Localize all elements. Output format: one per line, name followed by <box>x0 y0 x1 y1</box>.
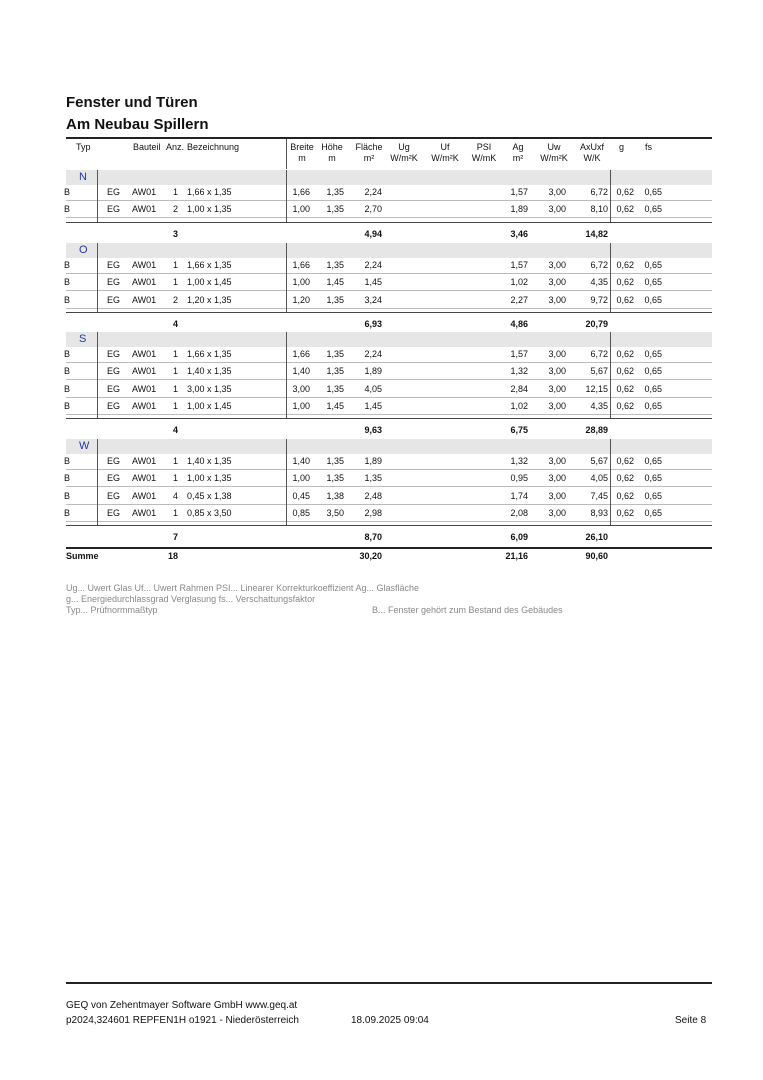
group-band-s <box>66 332 712 347</box>
row-cell-hoehe: 1,35 <box>326 187 344 197</box>
row-cell-geschoss: EG <box>107 401 121 411</box>
col-header-bezeichnung: Bezeichnung <box>187 142 240 152</box>
row-cell-fs: 0,65 <box>644 491 662 501</box>
row-cell-breite: 0,85 <box>292 508 310 518</box>
row-cell-flaeche: 1,89 <box>364 366 382 376</box>
col-header-breite-unit: m <box>298 153 306 163</box>
row-cell-breite: 1,20 <box>292 295 310 305</box>
row-cell-hoehe: 1,35 <box>326 473 344 483</box>
row-cell-bauteil: AW01 <box>132 508 157 518</box>
row-cell-fs: 0,65 <box>644 187 662 197</box>
row-cell-geschoss: EG <box>107 349 121 359</box>
row-cell-geschoss: EG <box>107 204 121 214</box>
row-cell-bez: 1,66 x 1,35 <box>187 187 232 197</box>
row-cell-hoehe: 1,35 <box>326 456 344 466</box>
row-cell-uw: 3,00 <box>548 349 566 359</box>
row-cell-g: 0,62 <box>616 491 634 501</box>
row-cell-geschoss: EG <box>107 473 121 483</box>
row-cell-bauteil: AW01 <box>132 277 157 287</box>
row-cell-fs: 0,65 <box>644 384 662 394</box>
row-cell-fs: 0,65 <box>644 349 662 359</box>
row-cell-flaeche: 4,05 <box>364 384 382 394</box>
subtotal-anz: 7 <box>172 532 178 542</box>
row-cell-hoehe: 1,35 <box>326 204 344 214</box>
row-cell-bez: 1,00 x 1,45 <box>187 401 232 411</box>
group-band-o <box>66 243 712 258</box>
row-cell-hoehe: 1,35 <box>326 260 344 270</box>
col-header-ag: Ag <box>512 142 524 152</box>
subtotal-flaeche: 6,93 <box>364 319 382 329</box>
row-cell-axuxf: 6,72 <box>590 260 608 270</box>
row-cell-fs: 0,65 <box>644 473 662 483</box>
row-cell-typ: B <box>64 366 71 376</box>
header-rule <box>66 137 712 139</box>
row-cell-uw: 3,00 <box>548 187 566 197</box>
column-divider <box>610 170 611 222</box>
col-header-axuxf-unit: W/K <box>583 153 601 163</box>
row-cell-axuxf: 4,35 <box>590 277 608 287</box>
row-cell-anz: 2 <box>172 204 178 214</box>
row-cell-fs: 0,65 <box>644 508 662 518</box>
row-cell-bauteil: AW01 <box>132 401 157 411</box>
row-cell-uw: 3,00 <box>548 277 566 287</box>
row-cell-bez: 1,66 x 1,35 <box>187 349 232 359</box>
row-cell-ag: 1,02 <box>510 277 528 287</box>
row-cell-bauteil: AW01 <box>132 187 157 197</box>
total-ag: 21,16 <box>505 551 528 561</box>
row-cell-ag: 1,74 <box>510 491 528 501</box>
row-cell-bauteil: AW01 <box>132 473 157 483</box>
col-header-ag-unit: m² <box>512 153 524 163</box>
col-header-breite: Breite <box>290 142 314 152</box>
footer-page-number: Seite 8 <box>675 1015 707 1026</box>
row-cell-typ: B <box>64 508 71 518</box>
col-header-hoehe-unit: m <box>328 153 336 163</box>
col-header-uf-unit: W/m²K <box>431 153 459 163</box>
row-cell-ag: 1,57 <box>510 187 528 197</box>
row-cell-hoehe: 1,38 <box>326 491 344 501</box>
row-cell-anz: 1 <box>172 473 178 483</box>
row-cell-anz: 1 <box>172 456 178 466</box>
row-cell-breite: 1,00 <box>292 277 310 287</box>
row-cell-hoehe: 1,45 <box>326 277 344 287</box>
row-cell-anz: 1 <box>172 508 178 518</box>
group-label-w: W <box>79 440 90 452</box>
row-cell-breite: 1,40 <box>292 456 310 466</box>
row-cell-breite: 1,66 <box>292 187 310 197</box>
group-band-n <box>66 170 712 185</box>
row-cell-flaeche: 1,35 <box>364 473 382 483</box>
row-cell-g: 0,62 <box>616 384 634 394</box>
row-cell-g: 0,62 <box>616 187 634 197</box>
col-header-hoehe: Höhe <box>321 142 343 152</box>
row-cell-geschoss: EG <box>107 456 121 466</box>
legend-line-2: g... Energiedurchlassgrad Verglasung fs... Verschattungsfaktor <box>66 594 316 604</box>
total-anz: 18 <box>167 551 178 561</box>
row-cell-bez: 1,00 x 1,35 <box>187 204 232 214</box>
row-cell-geschoss: EG <box>107 491 121 501</box>
row-cell-bauteil: AW01 <box>132 384 157 394</box>
row-cell-geschoss: EG <box>107 187 121 197</box>
row-cell-uw: 3,00 <box>548 366 566 376</box>
row-cell-anz: 1 <box>172 366 178 376</box>
row-divider <box>66 469 712 470</box>
row-cell-hoehe: 1,35 <box>326 349 344 359</box>
col-header-psi: PSI <box>476 142 492 152</box>
row-cell-breite: 1,00 <box>292 204 310 214</box>
row-cell-uw: 3,00 <box>548 384 566 394</box>
row-cell-breite: 1,00 <box>292 473 310 483</box>
row-divider <box>66 504 712 505</box>
row-cell-flaeche: 3,24 <box>364 295 382 305</box>
row-cell-axuxf: 6,72 <box>590 349 608 359</box>
col-header-bauteil: Bauteil <box>133 142 161 152</box>
column-divider <box>97 439 98 525</box>
column-divider <box>610 332 611 418</box>
row-cell-ag: 1,89 <box>510 204 528 214</box>
row-cell-fs: 0,65 <box>644 204 662 214</box>
row-cell-ag: 1,32 <box>510 366 528 376</box>
row-cell-g: 0,62 <box>616 473 634 483</box>
column-divider <box>286 439 287 525</box>
row-cell-g: 0,62 <box>616 277 634 287</box>
row-cell-anz: 1 <box>172 401 178 411</box>
column-divider <box>97 332 98 418</box>
col-header-uw: Uw <box>547 142 561 152</box>
row-cell-g: 0,62 <box>616 260 634 270</box>
row-cell-axuxf: 5,67 <box>590 456 608 466</box>
row-divider <box>66 308 712 309</box>
row-cell-uw: 3,00 <box>548 295 566 305</box>
row-cell-breite: 3,00 <box>292 384 310 394</box>
row-cell-typ: B <box>64 384 71 394</box>
row-cell-axuxf: 4,05 <box>590 473 608 483</box>
row-cell-ag: 0,95 <box>510 473 528 483</box>
subtotal-anz: 3 <box>172 229 178 239</box>
row-cell-g: 0,62 <box>616 349 634 359</box>
row-cell-bez: 1,20 x 1,35 <box>187 295 232 305</box>
subtotal-axuxf: 26,10 <box>585 532 608 542</box>
column-divider <box>97 243 98 312</box>
row-cell-bauteil: AW01 <box>132 349 157 359</box>
row-divider <box>66 397 712 398</box>
legend-line-3-left: Typ... Prüfnormmaßtyp <box>66 605 158 615</box>
row-cell-axuxf: 8,10 <box>590 204 608 214</box>
row-cell-bauteil: AW01 <box>132 295 157 305</box>
row-cell-geschoss: EG <box>107 277 121 287</box>
row-cell-ag: 2,08 <box>510 508 528 518</box>
column-divider <box>286 243 287 312</box>
page-title: Fenster und Türen <box>66 94 198 111</box>
row-cell-ag: 1,57 <box>510 349 528 359</box>
row-cell-anz: 1 <box>172 384 178 394</box>
row-cell-ag: 2,84 <box>510 384 528 394</box>
row-cell-breite: 0,45 <box>292 491 310 501</box>
row-cell-axuxf: 7,45 <box>590 491 608 501</box>
row-cell-uw: 3,00 <box>548 401 566 411</box>
col-header-axuxf: AxUxf <box>579 142 604 152</box>
row-cell-bez: 1,66 x 1,35 <box>187 260 232 270</box>
column-divider <box>610 243 611 312</box>
row-cell-hoehe: 1,35 <box>326 384 344 394</box>
row-divider <box>66 362 712 363</box>
row-cell-ag: 1,02 <box>510 401 528 411</box>
row-cell-typ: B <box>64 456 71 466</box>
total-label: Summe <box>66 551 99 561</box>
col-header-uw-unit: W/m²K <box>540 153 568 163</box>
row-cell-fs: 0,65 <box>644 277 662 287</box>
subtotal-axuxf: 14,82 <box>585 229 608 239</box>
row-cell-g: 0,62 <box>616 508 634 518</box>
subtotal-divider <box>66 525 712 526</box>
column-divider <box>610 439 611 525</box>
subtotal-ag: 3,46 <box>510 229 528 239</box>
row-divider <box>66 217 712 218</box>
row-cell-g: 0,62 <box>616 295 634 305</box>
row-cell-breite: 1,40 <box>292 366 310 376</box>
row-cell-geschoss: EG <box>107 366 121 376</box>
subtotal-axuxf: 20,79 <box>585 319 608 329</box>
row-cell-ag: 1,57 <box>510 260 528 270</box>
subtotal-axuxf: 28,89 <box>585 425 608 435</box>
subtotal-ag: 6,09 <box>510 532 528 542</box>
row-cell-hoehe: 1,45 <box>326 401 344 411</box>
row-cell-typ: B <box>64 295 71 305</box>
page-subtitle: Am Neubau Spillern <box>66 116 209 133</box>
legend-line-3-right: B... Fenster gehört zum Bestand des Gebäudes <box>372 605 563 615</box>
subtotal-flaeche: 9,63 <box>364 425 382 435</box>
group-label-n: N <box>79 171 87 183</box>
subtotal-anz: 4 <box>172 319 178 329</box>
row-cell-bauteil: AW01 <box>132 456 157 466</box>
row-cell-g: 0,62 <box>616 401 634 411</box>
group-band-w <box>66 439 712 454</box>
row-cell-geschoss: EG <box>107 508 121 518</box>
row-cell-breite: 1,66 <box>292 349 310 359</box>
row-cell-axuxf: 6,72 <box>590 187 608 197</box>
subtotal-divider <box>66 418 712 419</box>
row-divider <box>66 521 712 522</box>
col-header-flaeche: Fläche <box>355 142 383 152</box>
row-divider <box>66 273 712 274</box>
row-cell-g: 0,62 <box>616 204 634 214</box>
header-divider <box>286 139 287 169</box>
row-cell-bauteil: AW01 <box>132 204 157 214</box>
row-cell-uw: 3,00 <box>548 508 566 518</box>
row-cell-bez: 0,45 x 1,38 <box>187 491 232 501</box>
total-axuxf: 90,60 <box>585 551 608 561</box>
col-header-uf: Uf <box>440 142 450 152</box>
legend-line-1: Ug... Uwert Glas Uf... Uwert Rahmen PSI... Linearer Korrekturkoeffizient Ag... Glasfläche <box>66 583 419 593</box>
row-cell-hoehe: 1,35 <box>326 295 344 305</box>
row-divider <box>66 414 712 415</box>
row-cell-axuxf: 5,67 <box>590 366 608 376</box>
row-cell-fs: 0,65 <box>644 295 662 305</box>
subtotal-ag: 4,86 <box>510 319 528 329</box>
row-cell-typ: B <box>64 204 71 214</box>
column-divider <box>286 332 287 418</box>
group-label-o: O <box>79 244 88 256</box>
row-cell-g: 0,62 <box>616 456 634 466</box>
subtotal-anz: 4 <box>172 425 178 435</box>
row-cell-uw: 3,00 <box>548 204 566 214</box>
footer-rule <box>66 982 712 984</box>
subtotal-flaeche: 8,70 <box>364 532 382 542</box>
row-cell-anz: 4 <box>172 491 178 501</box>
row-cell-flaeche: 2,70 <box>364 204 382 214</box>
row-cell-anz: 1 <box>172 349 178 359</box>
row-cell-bauteil: AW01 <box>132 366 157 376</box>
row-cell-flaeche: 2,48 <box>364 491 382 501</box>
row-divider <box>66 290 712 291</box>
row-cell-g: 0,62 <box>616 366 634 376</box>
row-cell-typ: B <box>64 349 71 359</box>
row-cell-flaeche: 2,24 <box>364 260 382 270</box>
row-cell-typ: B <box>64 473 71 483</box>
total-flaeche: 30,20 <box>359 551 382 561</box>
row-cell-bez: 1,40 x 1,35 <box>187 456 232 466</box>
group-label-s: S <box>79 333 87 345</box>
row-cell-typ: B <box>64 401 71 411</box>
column-divider <box>286 170 287 222</box>
col-header-flaeche-unit: m² <box>363 153 375 163</box>
row-cell-uw: 3,00 <box>548 491 566 501</box>
row-cell-fs: 0,65 <box>644 401 662 411</box>
footer-datetime: 18.09.2025 09:04 <box>351 1015 429 1026</box>
subtotal-divider <box>66 312 712 313</box>
row-cell-geschoss: EG <box>107 260 121 270</box>
row-cell-fs: 0,65 <box>644 260 662 270</box>
row-cell-flaeche: 1,45 <box>364 277 382 287</box>
row-cell-bauteil: AW01 <box>132 491 157 501</box>
row-cell-bez: 0,85 x 3,50 <box>187 508 232 518</box>
row-cell-fs: 0,65 <box>644 456 662 466</box>
row-cell-flaeche: 2,24 <box>364 187 382 197</box>
row-divider <box>66 379 712 380</box>
col-header-ug-unit: W/m²K <box>390 153 418 163</box>
row-cell-uw: 3,00 <box>548 473 566 483</box>
col-header-anz: Anz. <box>166 142 185 152</box>
row-cell-geschoss: EG <box>107 295 121 305</box>
footer-project: p2024,324601 REPFEN1H o1921 - Niederösterreich <box>66 1015 299 1026</box>
row-cell-ag: 2,27 <box>510 295 528 305</box>
col-header-typ: Typ <box>76 142 91 152</box>
row-cell-hoehe: 3,50 <box>326 508 344 518</box>
subtotal-flaeche: 4,94 <box>364 229 382 239</box>
row-cell-typ: B <box>64 260 71 270</box>
column-divider <box>97 170 98 222</box>
subtotal-divider <box>66 222 712 223</box>
row-cell-bez: 3,00 x 1,35 <box>187 384 232 394</box>
row-cell-typ: B <box>64 187 71 197</box>
row-cell-flaeche: 1,89 <box>364 456 382 466</box>
footer-company: GEQ von Zehentmayer Software GmbH www.geq.at <box>66 1000 298 1011</box>
row-cell-uw: 3,00 <box>548 456 566 466</box>
row-cell-typ: B <box>64 277 71 287</box>
row-cell-axuxf: 4,35 <box>590 401 608 411</box>
row-cell-fs: 0,65 <box>644 366 662 376</box>
row-divider <box>66 486 712 487</box>
row-cell-axuxf: 9,72 <box>590 295 608 305</box>
row-cell-flaeche: 2,24 <box>364 349 382 359</box>
row-cell-flaeche: 2,98 <box>364 508 382 518</box>
row-cell-typ: B <box>64 491 71 501</box>
row-cell-bez: 1,00 x 1,35 <box>187 473 232 483</box>
row-cell-geschoss: EG <box>107 384 121 394</box>
row-cell-breite: 1,66 <box>292 260 310 270</box>
col-header-ug: Ug <box>398 142 410 152</box>
row-cell-anz: 1 <box>172 277 178 287</box>
row-cell-anz: 2 <box>172 295 178 305</box>
row-cell-hoehe: 1,35 <box>326 366 344 376</box>
row-cell-ag: 1,32 <box>510 456 528 466</box>
col-header-fs: fs <box>645 142 653 152</box>
row-cell-flaeche: 1,45 <box>364 401 382 411</box>
col-header-g: g <box>619 142 625 152</box>
row-cell-uw: 3,00 <box>548 260 566 270</box>
row-cell-axuxf: 12,15 <box>585 384 608 394</box>
row-cell-bez: 1,00 x 1,45 <box>187 277 232 287</box>
row-cell-axuxf: 8,93 <box>590 508 608 518</box>
row-divider <box>66 200 712 201</box>
row-cell-anz: 1 <box>172 187 178 197</box>
total-rule <box>66 547 712 549</box>
col-header-psi-unit: W/mK <box>471 153 497 163</box>
row-cell-anz: 1 <box>172 260 178 270</box>
row-cell-bauteil: AW01 <box>132 260 157 270</box>
row-cell-bez: 1,40 x 1,35 <box>187 366 232 376</box>
row-cell-breite: 1,00 <box>292 401 310 411</box>
subtotal-ag: 6,75 <box>510 425 528 435</box>
